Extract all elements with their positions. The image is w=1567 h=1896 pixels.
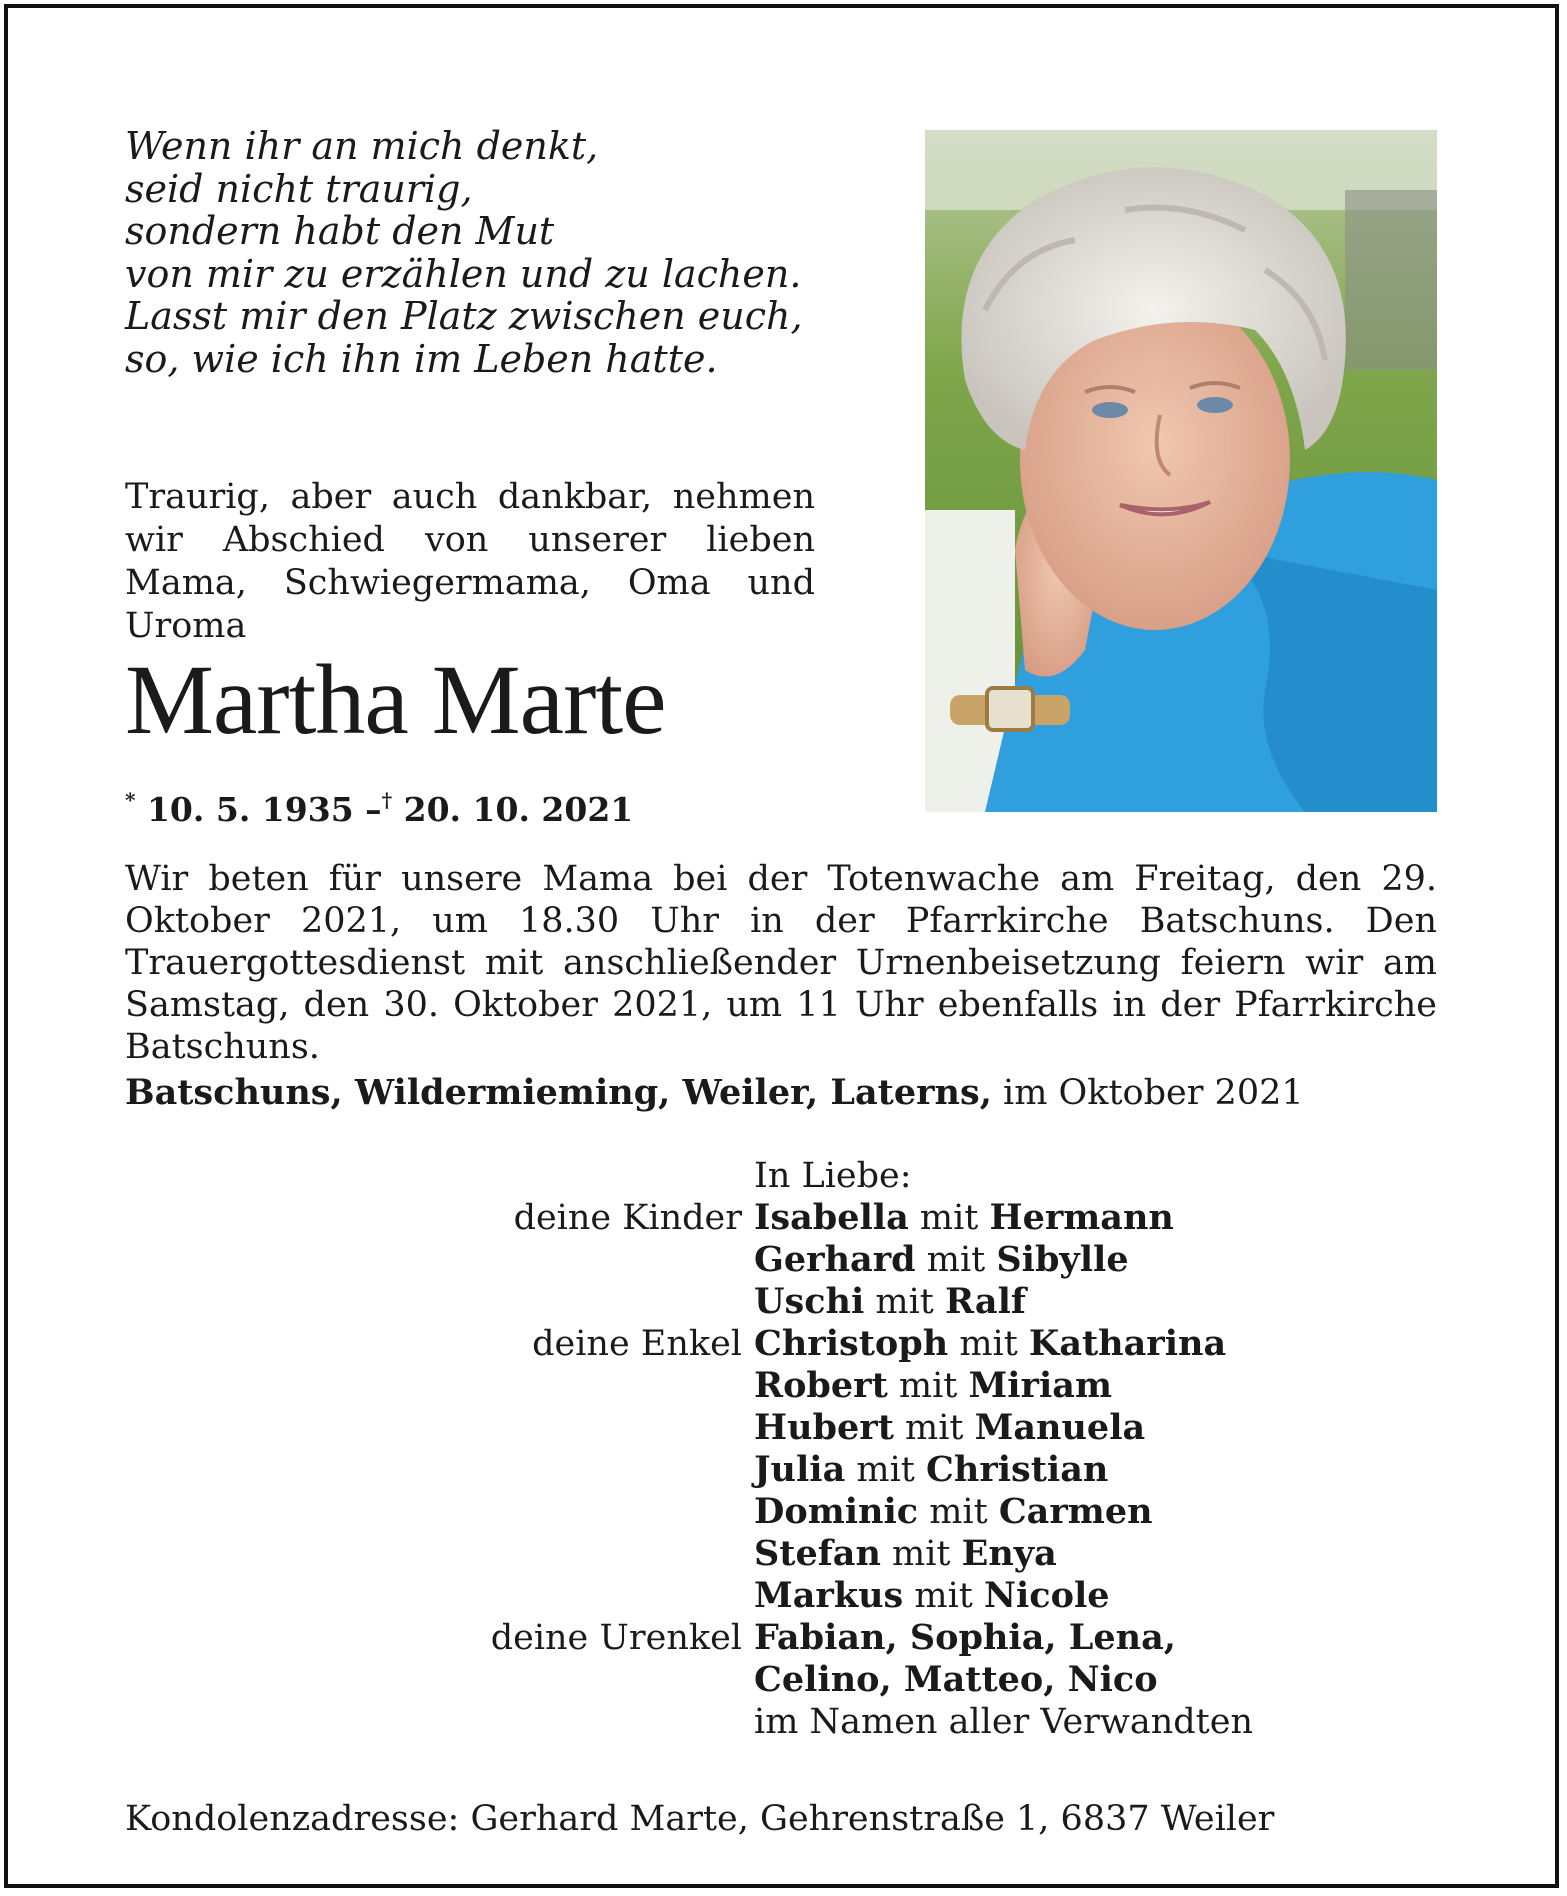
family-row — [0, 1197, 1567, 1239]
poem-line: so, wie ich ihn im Leben hatte. — [125, 336, 718, 381]
connector: mit — [929, 1492, 988, 1532]
family-partner: Manuela — [974, 1407, 1146, 1448]
connector: mit — [892, 1534, 951, 1574]
urenkel-names: Fabian, Sophia, Lena, — [754, 1617, 1176, 1658]
date-separator: – — [365, 790, 382, 829]
kinder-label: deine Kinder — [513, 1198, 742, 1238]
enkel-label: deine Enkel — [532, 1324, 742, 1364]
family-member: Markus — [754, 1575, 904, 1616]
family-names — [754, 1239, 1129, 1281]
poem — [125, 124, 803, 381]
connector: mit — [926, 1240, 986, 1280]
family-names — [754, 1197, 1174, 1239]
family-names — [754, 1449, 1108, 1491]
family-row — [0, 1491, 1567, 1533]
family-partner: Katharina — [1028, 1323, 1227, 1364]
family-member: Robert — [754, 1365, 888, 1406]
family-row — [0, 1575, 1567, 1617]
family-row — [0, 1659, 1567, 1701]
family-member: Hubert — [754, 1407, 894, 1448]
family-row — [0, 1617, 1567, 1659]
family-member: Gerhard — [754, 1239, 916, 1280]
places-date: im Oktober 2021 — [1003, 1073, 1304, 1113]
family-closing: im Namen aller Verwandten — [754, 1702, 1253, 1742]
family-member: Stefan — [754, 1533, 881, 1574]
family-names — [754, 1491, 1153, 1533]
connector: mit — [919, 1198, 979, 1238]
family-row — [0, 1533, 1567, 1575]
birth-date: 10. 5. 1935 — [146, 790, 354, 829]
family-partner: Carmen — [998, 1491, 1153, 1532]
family-names — [754, 1575, 1110, 1617]
family-row — [0, 1323, 1567, 1365]
family-row — [0, 1449, 1567, 1491]
family-partner: Enya — [961, 1533, 1057, 1574]
life-dates — [125, 780, 633, 830]
places-line — [125, 1072, 1304, 1114]
places-names: Batschuns, Wildermieming, Weiler, Laterns, — [125, 1072, 992, 1113]
family-partner: Hermann — [989, 1197, 1174, 1238]
family-names — [754, 1407, 1145, 1449]
condolence-address: Kondolenzadresse: Gerhard Marte, Gehrenstraße 1, 6837 Weiler — [125, 1799, 1275, 1839]
family-partner: Nicole — [984, 1575, 1110, 1616]
service-details: Wir beten für unsere Mama bei der Totenwache am Freitag, den 29. Oktober 2021, um 18.30 Uhr in der Pfarrkirche Batschuns. Den Trauergottesdienst mit anschließender Urnenbeisetzung feiern wir am Samstag, den 30. Oktober 2021, um 11 Uhr ebenfalls in der Pfarrkirche Batschuns. — [125, 859, 1437, 1067]
connector: mit — [914, 1576, 973, 1616]
family-row — [0, 1281, 1567, 1323]
family-partner: Sibylle — [996, 1239, 1129, 1280]
family-heading-row — [0, 1155, 1567, 1197]
family-partner: Christian — [926, 1449, 1109, 1490]
poem-line: von mir zu erzählen und zu lachen. — [125, 251, 802, 296]
connector: mit — [959, 1324, 1018, 1364]
connector: mit — [875, 1282, 934, 1322]
family-row — [0, 1701, 1567, 1743]
family-row — [0, 1407, 1567, 1449]
family-names — [754, 1617, 1176, 1659]
family-names — [754, 1533, 1057, 1575]
family-row — [0, 1239, 1567, 1281]
family-heading: In Liebe: — [754, 1156, 912, 1196]
family-list — [0, 1155, 1567, 1743]
connector: mit — [856, 1450, 915, 1490]
poem-line: sondern habt den Mut — [125, 209, 555, 253]
family-member: Christoph — [754, 1323, 949, 1364]
poem-line: Wenn ihr an mich denkt, — [125, 124, 599, 168]
urenkel-label: deine Urenkel — [490, 1618, 742, 1658]
family-partner: Ralf — [945, 1281, 1026, 1322]
family-member: Julia — [754, 1449, 846, 1490]
poem-line: seid nicht traurig, — [125, 166, 473, 211]
family-names — [754, 1281, 1026, 1323]
family-member: Isabella — [754, 1197, 909, 1238]
urenkel-names: Celino, Matteo, Nico — [754, 1659, 1158, 1700]
family-member: Uschi — [754, 1281, 865, 1322]
family-names — [754, 1365, 1112, 1407]
death-date: 20. 10. 2021 — [403, 790, 634, 829]
family-names — [754, 1659, 1158, 1701]
poem-line: Lasst mir den Platz zwischen euch, — [125, 294, 803, 338]
portrait-photo — [925, 130, 1437, 812]
death-symbol: † — [381, 788, 393, 812]
birth-symbol: * — [125, 788, 136, 812]
family-partner: Miriam — [968, 1365, 1113, 1406]
family-member: Dominic — [754, 1491, 919, 1532]
family-row — [0, 1365, 1567, 1407]
connector: mit — [905, 1408, 964, 1448]
family-names — [754, 1323, 1226, 1365]
deceased-name: Martha Marte — [125, 644, 666, 755]
intro-text: Traurig, aber auch dankbar, nehmen wir Abschied von unserer lieben Mama, Schwiegermama, Oma und Uroma — [125, 477, 815, 646]
connector: mit — [898, 1366, 958, 1406]
